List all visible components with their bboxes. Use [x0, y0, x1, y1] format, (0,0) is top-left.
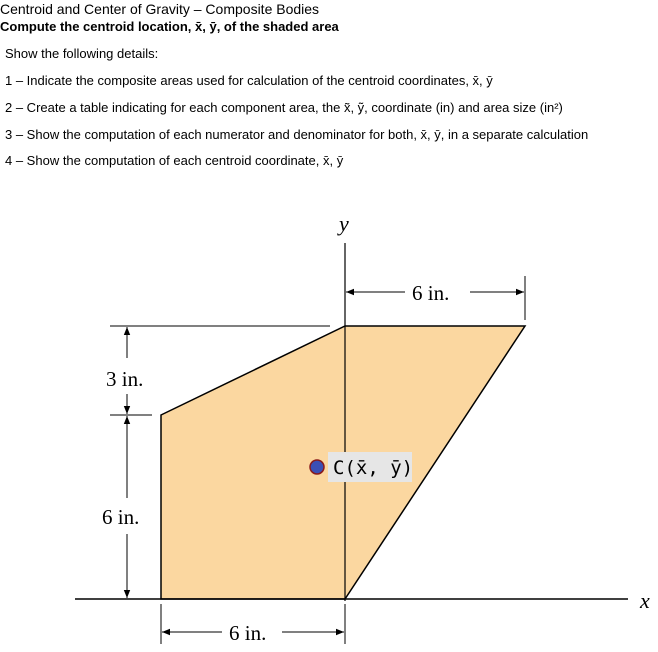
dim-left-lower-label: 6 in. [102, 505, 140, 529]
y-axis-label: y [339, 211, 349, 236]
page-title: Centroid and Center of Gravity – Composite Bodies [0, 1, 320, 17]
centroid-label: C(x̄, ȳ) [333, 457, 414, 479]
problem-statement: Compute the centroid location, x̄, ȳ, of the shaded area [0, 19, 339, 34]
centroid-point [310, 460, 324, 474]
instruction-step-4: 4 – Show the computation of each centroid coordinate, x̄, ȳ [5, 153, 344, 168]
dim-left-upper-label: 3 in. [106, 367, 144, 391]
dim-top-label: 6 in. [412, 281, 450, 305]
x-axis-label: x [640, 588, 650, 613]
instructions-intro: Show the following details: [5, 46, 159, 61]
dim-bottom-label: 6 in. [229, 621, 267, 645]
instruction-step-3: 3 – Show the computation of each numerator and denominator for both, x̄, ȳ, in a separate calculation [5, 127, 589, 142]
instruction-step-1: 1 – Indicate the composite areas used for calculation of the centroid coordinates, x̄, ȳ [5, 73, 493, 88]
instruction-step-2: 2 – Create a table indicating for each component area, the x̃, ỹ, coordinate (in) and area size (in²) [5, 100, 563, 115]
